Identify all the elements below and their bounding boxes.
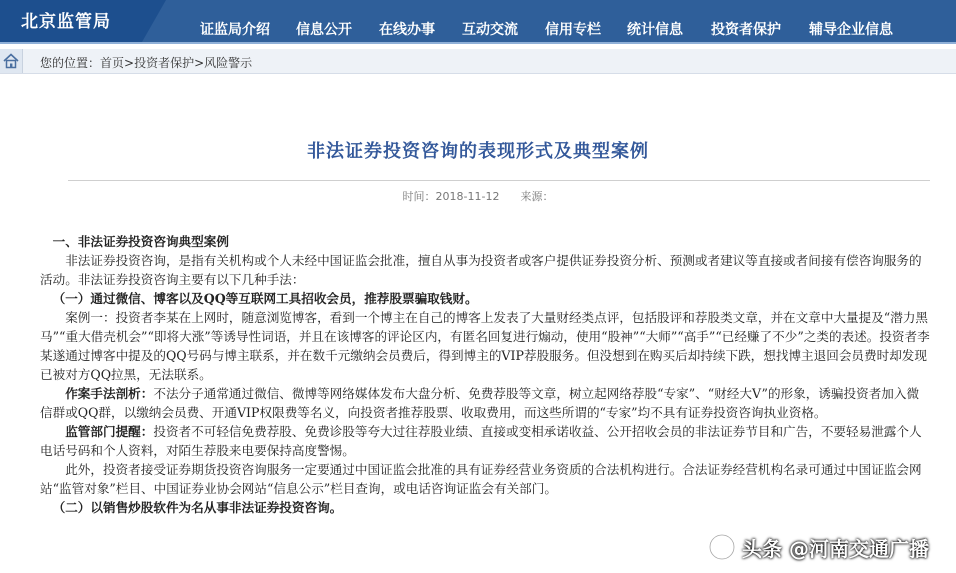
breadcrumb-separator: > bbox=[194, 56, 205, 70]
breadcrumb-separator: > bbox=[124, 56, 135, 70]
breadcrumb-investor-protection[interactable]: 投资者保护 bbox=[134, 56, 195, 70]
paragraph-text: 投资者不可轻信免费荐股、免费诊股等夸大过往荐股业绩、直接或变相承诺收益、公开招收会员的非法证券节目和广告，不要轻易泄露个人电话号码和个人资料，对陌生荐股来电要保持高度警惕。 bbox=[40, 424, 922, 458]
watermark-text: 头条 @河南交通广播 bbox=[742, 537, 929, 561]
nav-item-disclosure[interactable]: 信息公开 bbox=[296, 22, 352, 38]
nav-item-interaction[interactable]: 互动交流 bbox=[462, 22, 518, 38]
watermark-icon bbox=[704, 530, 740, 564]
home-icon bbox=[0, 49, 22, 73]
article-body bbox=[40, 232, 930, 517]
site-logo-text: 北京监管局 bbox=[21, 12, 111, 32]
paragraph bbox=[40, 422, 930, 460]
breadcrumb-home[interactable]: 首页 bbox=[100, 56, 125, 70]
article-meta: 时间：2018-11-12 来源： bbox=[402, 190, 554, 203]
article-title: 非法证券投资咨询的表现形式及典型案例 bbox=[307, 141, 649, 162]
paragraph bbox=[40, 384, 930, 422]
nav-item-guidance[interactable]: 辅导企业信息 bbox=[809, 22, 893, 38]
paragraph-label: 监管部门提醒： bbox=[65, 424, 154, 439]
paragraph: 此外，投资者接受证券期货投资咨询服务一定要通过中国证监会批准的具有证券经营业务资质的合法机构进行。合法证券经营机构名录可通过中国证监会网站“监管对象”栏目、中国证券业协会网站“信息公示”栏目查询，或电话咨询证监会有关部门。 bbox=[40, 462, 922, 496]
paragraph-text: 不法分子通常通过微信、微博等网络媒体发布大盘分析、免费荐股等文章，树立起网络荐股“专家”、“财经大V”的形象，诱骗投资者加入微信群或QQ群，以缴纳会员费、开通VIP权限费等名义，向投资者推荐股票、收取费用，而这些所谓的“专家”均不具有证券投资咨询执业资格。 bbox=[40, 386, 920, 420]
site-logo[interactable] bbox=[0, 0, 142, 42]
logo-wing-decoration bbox=[142, 0, 166, 42]
nav-item-credit[interactable]: 信用专栏 bbox=[545, 22, 601, 38]
breadcrumb-prefix: 您的位置： bbox=[40, 56, 101, 70]
paragraph: 案例一：投资者李某在上网时，随意浏览博客，看到一个博主在自己的博客上发表了大量财经类点评，包括股评和荐股类文章，并在文章中大量提及“潜力黑马”“重大借壳机会”“即将大涨”等诱导性词语，并且在该博客的评论区内，有匿名回复进行煽动，使用“股神”“大师”“高手”“已经赚了不少”之类的表述。投资者李某遂通过博客中提及的QQ号码与博主联系，并在数千元缴纳会员费后，得到博主的VIP荐股服务。但没想到在购买后却持续下跌，想找博主退回会员费时却发现已被对方QQ拉黑，无法联系。 bbox=[40, 310, 930, 382]
nav-item-statistics[interactable]: 统计信息 bbox=[627, 22, 683, 38]
breadcrumb-trail bbox=[40, 54, 252, 71]
section-heading bbox=[40, 232, 930, 251]
home-button[interactable] bbox=[0, 49, 23, 73]
header-underline bbox=[0, 42, 956, 44]
nav-item-intro[interactable]: 证监局介绍 bbox=[200, 22, 270, 38]
subsection-heading-text: （一）通过微信、博客以及QQ等互联网工具招收会员，推荐股票骗取钱财。 bbox=[52, 291, 478, 306]
section-heading-text: 一、非法证券投资咨询典型案例 bbox=[52, 234, 229, 249]
title-divider bbox=[68, 180, 930, 181]
subsection-heading-text: （二）以销售炒股软件为名从事非法证券投资咨询。 bbox=[52, 500, 343, 515]
subsection-heading bbox=[40, 498, 930, 517]
nav-item-online-service[interactable]: 在线办事 bbox=[379, 22, 435, 38]
breadcrumb-risk-warning[interactable]: 风险警示 bbox=[204, 56, 253, 70]
watermark bbox=[704, 530, 950, 564]
paragraph: 非法证券投资咨询，是指有关机构或个人未经中国证监会批准，擅自从事为投资者或客户提供证券投资分析、预测或者建议等直接或者间接有偿咨询服务的活动。非法证券投资咨询主要有以下几种手法： bbox=[40, 253, 922, 287]
nav-item-investor-protection[interactable]: 投资者保护 bbox=[711, 22, 781, 38]
subsection-heading bbox=[40, 289, 930, 308]
paragraph-label: 作案手法剖析： bbox=[65, 386, 154, 401]
